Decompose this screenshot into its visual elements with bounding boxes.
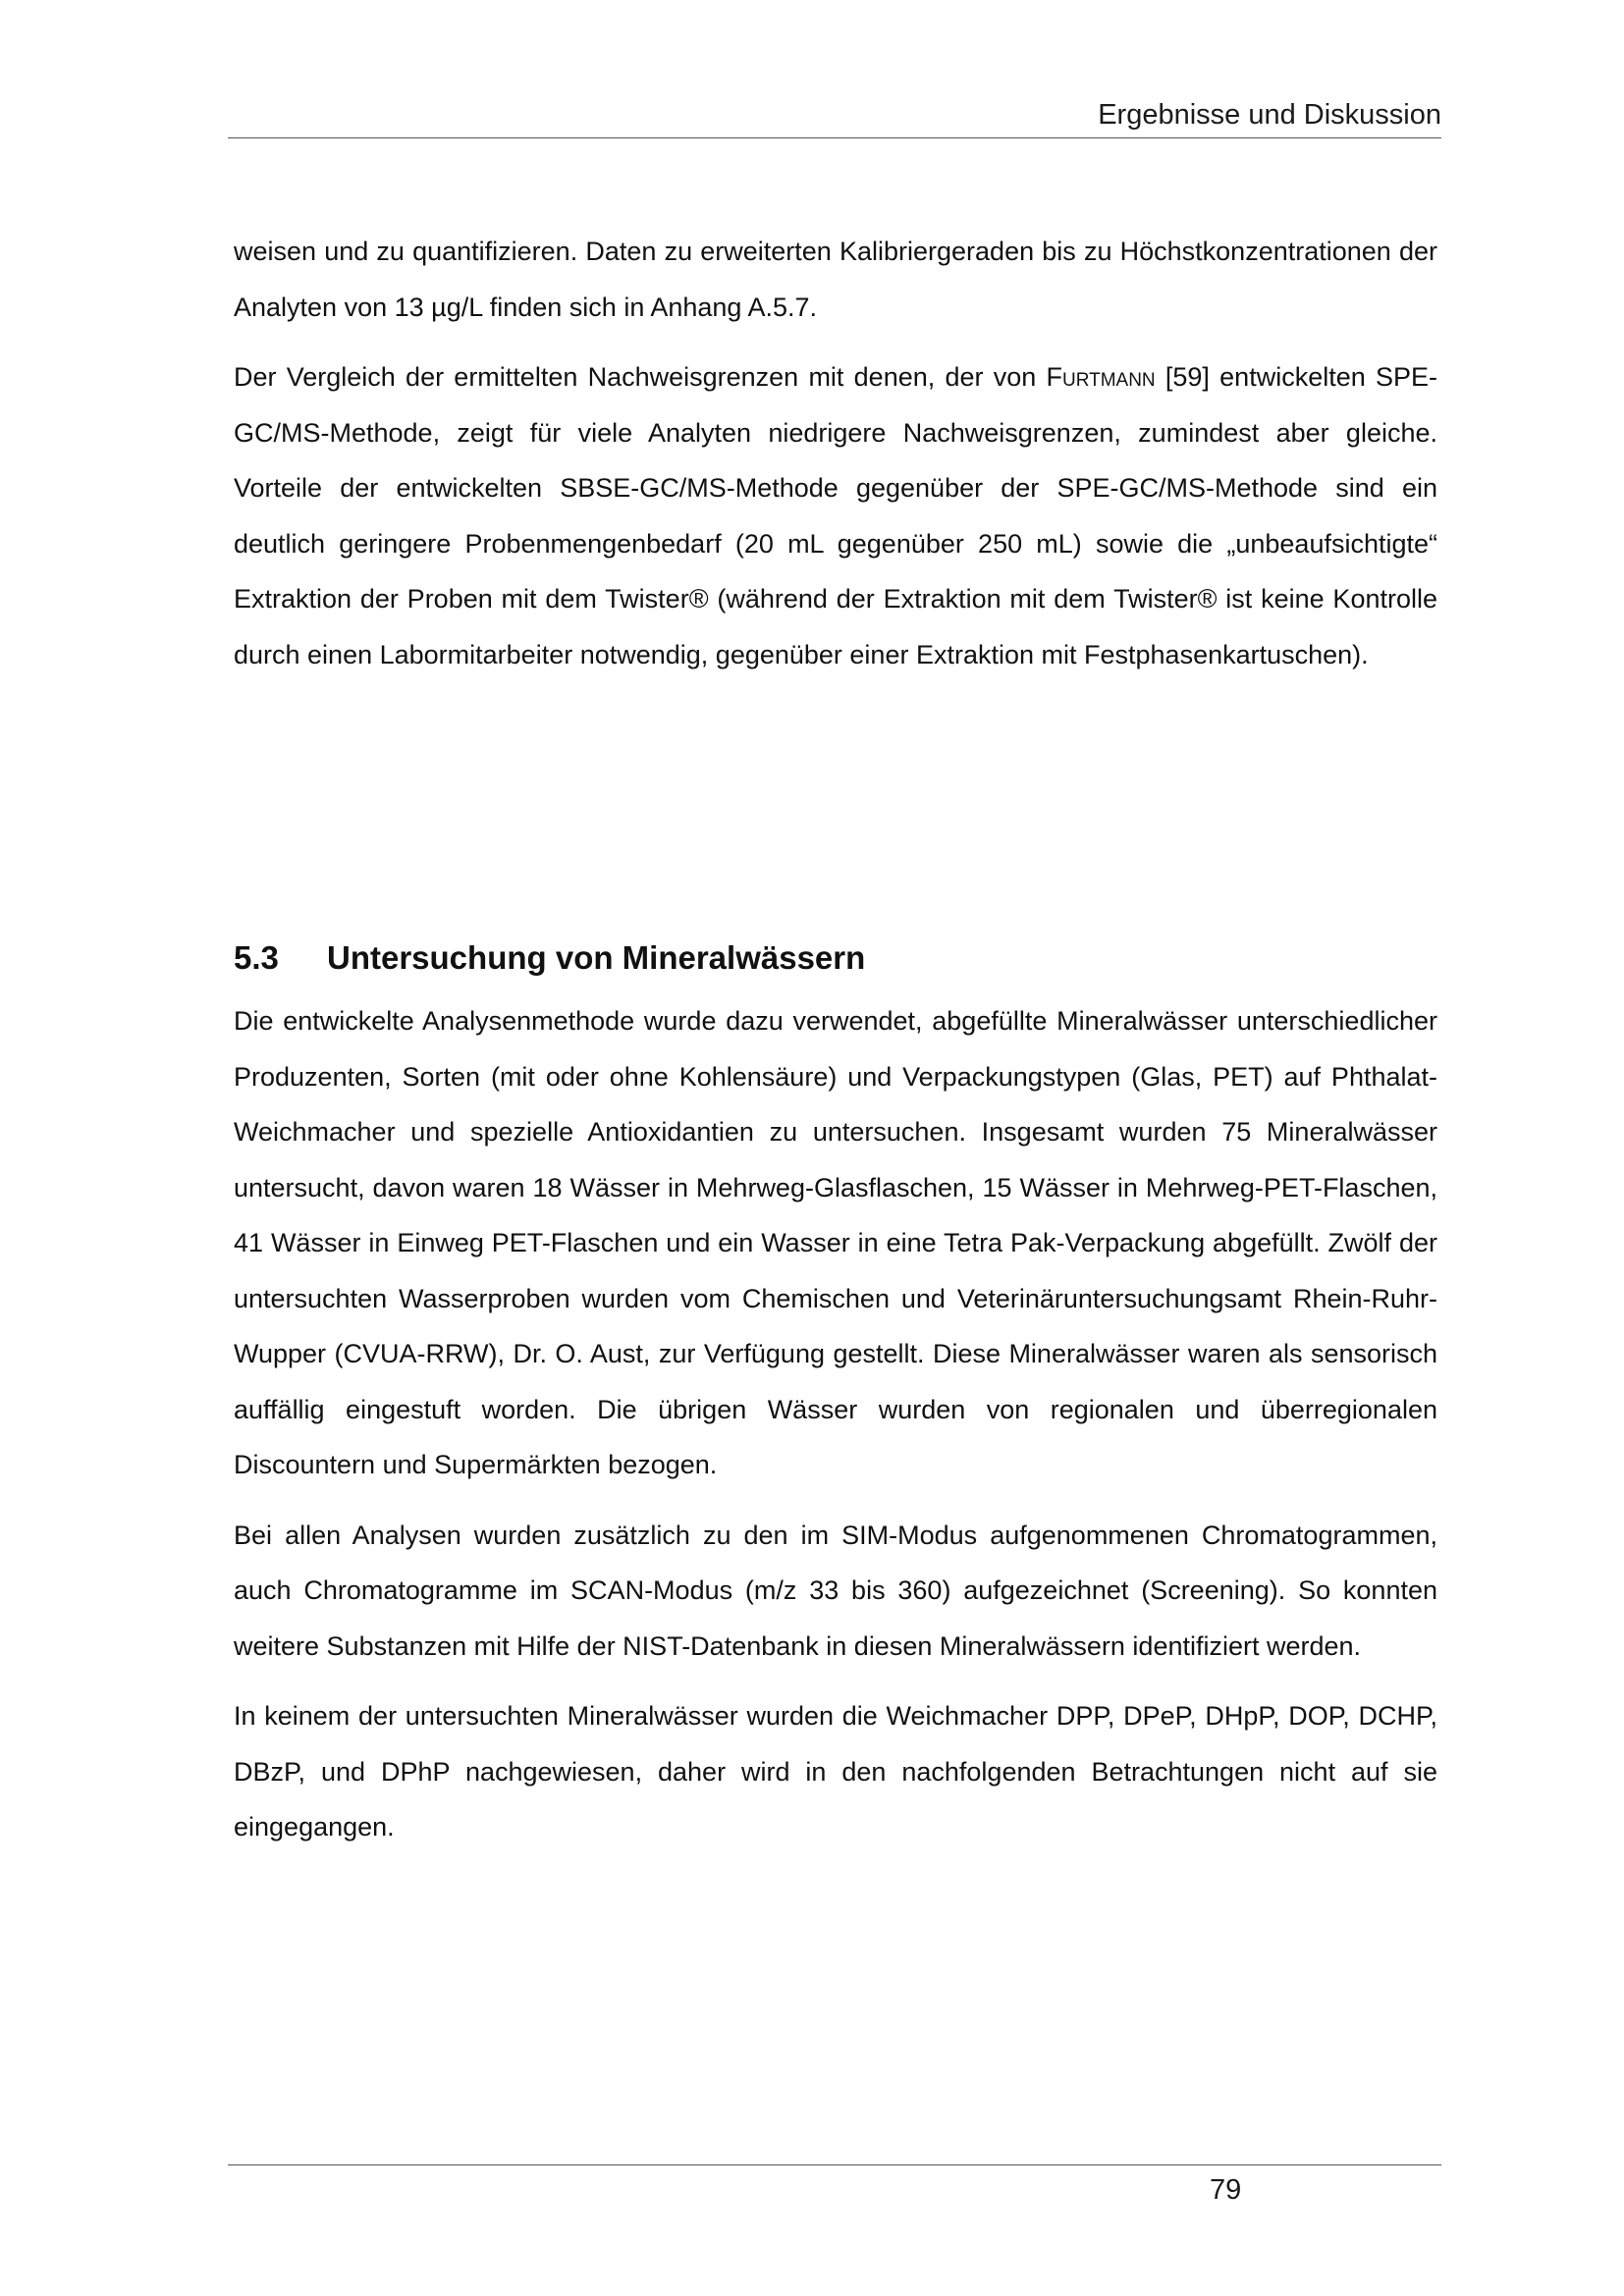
paragraph-method: Die entwickelte Analysenmethode wurde dazu verwendet, abgefüllte Mineralwässer unterschiedlicher Produzenten, Sorten (mit oder ohne Kohlensäure) und Verpackungstypen (Glas, PET) auf Phthalat-Weichmacher und spezielle Antioxidantien zu untersuchen. Insgesamt wurden 75 Mineralwässer untersucht, davon waren 18 Wässer in Mehrweg-Glasflaschen, 15 Wässer in Mehrweg-PET-Flaschen, 41 Wässer in Einweg PET-Flaschen und ein Wasser in eine Tetra Pak-Verpackung abgefüllt. Zwölf der untersuchten Wasserproben wurden vom Chemischen und Veterinäruntersuchungsamt Rhein-Ruhr-Wupper (CVUA-RRW), Dr. O. Aust, zur Verfügung gestellt. Diese Mineralwässer waren als sensorisch auffällig eingestuft worden. Die übrigen Wässer wurden von regionalen und überregionalen Discountern und Supermärkten bezogen. [234,1006,1437,1479]
running-header-title: Ergebnisse und Diskussion [1098,99,1441,131]
section-heading [234,938,865,978]
section-number: 5.3 [234,939,279,976]
paragraph-comparison-part1: Der Vergleich der ermittelten Nachweisgrenzen mit denen, der von [234,362,1047,392]
header-divider [228,137,1441,138]
paragraph-comparison-part2: [59] entwickelten SPE-GC/MS-Methode, zeigt für viele Analyten niedrigere Nachweisgrenzen, zumindest aber gleiche. Vorteile der entwickelten SBSE-GC/MS-Methode gegenüber der SPE-GC/MS-Methode sind ein deutlich geringere Probenmengenbedarf (20 mL gegenüber 250 mL) sowie die „unbeaufsichtigte“ Extraktion der Proben mit dem Twister® (während der Extraktion mit dem Twister® ist keine Kontrolle durch einen Labormitarbeiter notwendig, gegenüber einer Extraktion mit Festphasenkartuschen). [234,362,1437,669]
section-title: Untersuchung von Mineralwässern [327,939,866,976]
page-number: 79 [1210,2174,1242,2206]
footer-divider [228,2164,1441,2165]
body-text-top [234,224,1437,682]
paragraph-scan-mode: Bei allen Analysen wurden zusätzlich zu den im SIM-Modus aufgenommenen Chromatogrammen, auch Chromatogramme im SCAN-Modus (m/z 33 bis 360) aufgezeichnet (Screening). So konnten weitere Substanzen mit Hilfe der NIST-Datenbank in diesen Mineralwässern identifiziert werden. [234,1520,1437,1661]
paragraph-comparison [234,349,1437,682]
body-text-section [234,993,1437,1855]
author-name: Furtmann [1046,362,1156,392]
paragraph-calibration: weisen und zu quantifizieren. Daten zu erweiterten Kalibriergeraden bis zu Höchstkonzentrationen der Analyten von 13 µg/L finden sich in Anhang A.5.7. [234,237,1437,322]
paragraph-plasticizers: In keinem der untersuchten Mineralwässer wurden die Weichmacher DPP, DPeP, DHpP, DOP, DCHP, DBzP, und DPhP nachgewiesen, daher wird in den nachfolgenden Betrachtungen nicht auf sie eingegangen. [234,1701,1437,1842]
